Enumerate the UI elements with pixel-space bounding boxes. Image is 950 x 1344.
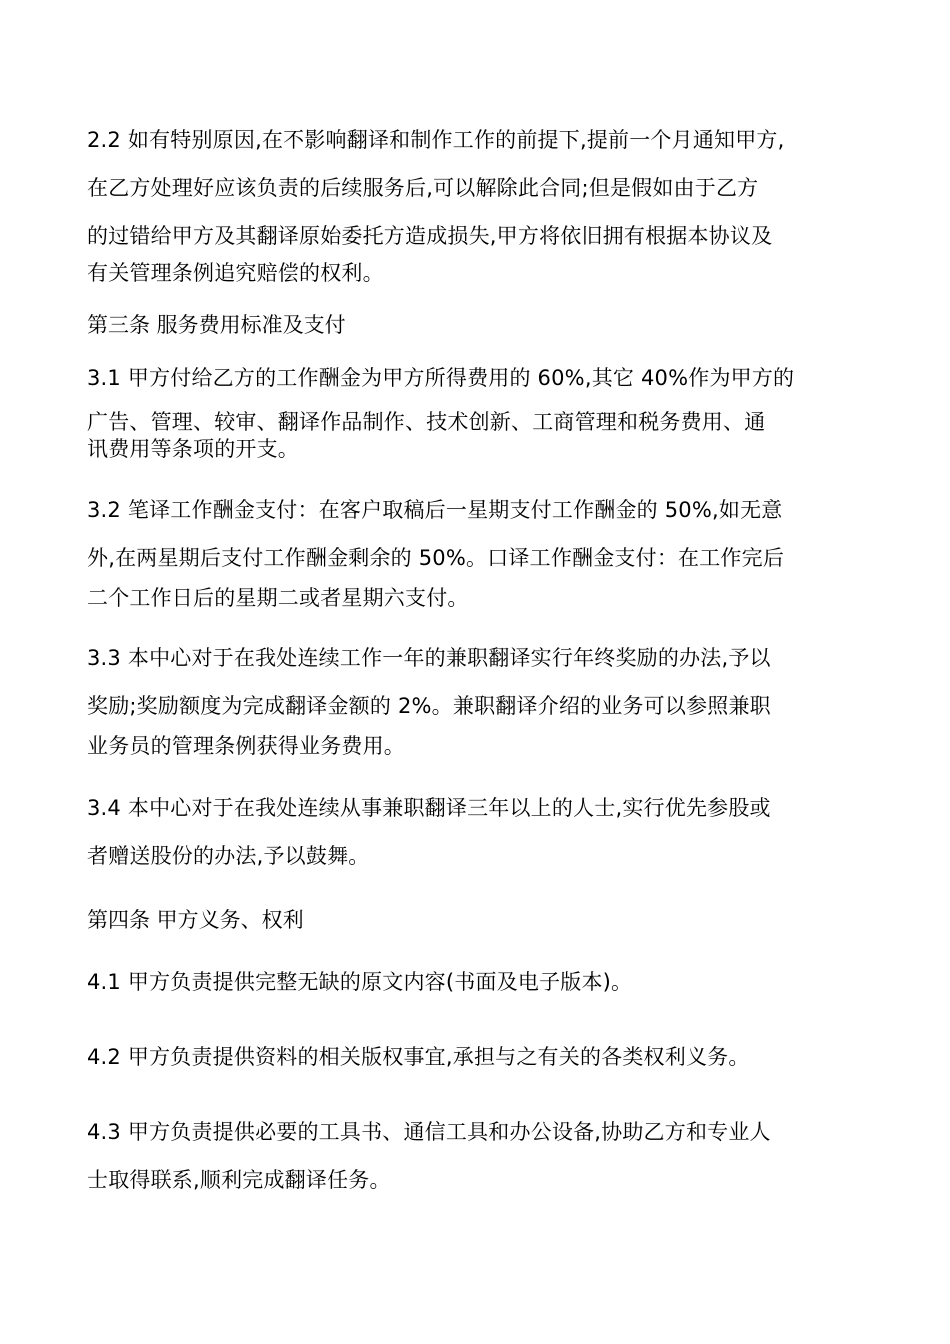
clause-3-1-line-2: 广告、管理、较审、翻译作品制作、技术创新、工商管理和税务费用、通: [87, 410, 766, 434]
clause-3-2-line-1: 3.2 笔译工作酬金支付：在客户取稿后一星期支付工作酬金的 50%,如无意: [87, 498, 783, 522]
clause-4-3-line-2: 士取得联系,顺利完成翻译任务。: [87, 1168, 391, 1192]
clause-4-3-line-1: 4.3 甲方负责提供必要的工具书、通信工具和办公设备,协助乙方和专业人: [87, 1120, 771, 1144]
clause-2-2-line-4: 有关管理条例追究赔偿的权利。: [87, 261, 384, 285]
clause-3-4-line-1: 3.4 本中心对于在我处连续从事兼职翻译三年以上的人士,实行优先参股或: [87, 796, 771, 820]
clause-3-4-line-2: 者赠送股份的办法,予以鼓舞。: [87, 844, 370, 868]
clause-2-2-line-1: 2.2 如有特别原因,在不影响翻译和制作工作的前提下,提前一个月通知甲方,: [87, 128, 785, 152]
clause-4-2-line-1: 4.2 甲方负责提供资料的相关版权事宜,承担与之有关的各类权利义务。: [87, 1045, 750, 1069]
clause-3-1-line-1: 3.1 甲方付给乙方的工作酬金为甲方所得费用的 60%,其它 40%作为甲方的: [87, 366, 795, 390]
article-4-heading: 第四条 甲方义务、权利: [87, 908, 304, 932]
clause-3-2-line-2: 外,在两星期后支付工作酬金剩余的 50%。口译工作酬金支付：在工作完后: [87, 546, 785, 570]
article-3-heading: 第三条 服务费用标准及支付: [87, 313, 346, 337]
clause-2-2-line-2: 在乙方处理好应该负责的后续服务后,可以解除此合同;但是假如由于乙方: [87, 176, 759, 200]
clause-3-3-line-1: 3.3 本中心对于在我处连续工作一年的兼职翻译实行年终奖励的办法,予以: [87, 646, 771, 670]
clause-2-2-line-3: 的过错给甲方及其翻译原始委托方造成损失,甲方将依旧拥有根据本协议及: [87, 224, 773, 248]
clause-3-2-line-3: 二个工作日后的星期二或者星期六支付。: [87, 586, 469, 610]
clause-3-3-line-3: 业务员的管理条例获得业务费用。: [87, 734, 405, 758]
clause-3-3-line-2: 奖励;奖励额度为完成翻译金额的 2%。兼职翻译介绍的业务可以参照兼职: [87, 694, 771, 718]
clause-4-1-line-1: 4.1 甲方负责提供完整无缺的原文内容(书面及电子版本)。: [87, 970, 633, 994]
clause-3-1-line-3: 讯费用等条项的开支。: [87, 437, 299, 461]
